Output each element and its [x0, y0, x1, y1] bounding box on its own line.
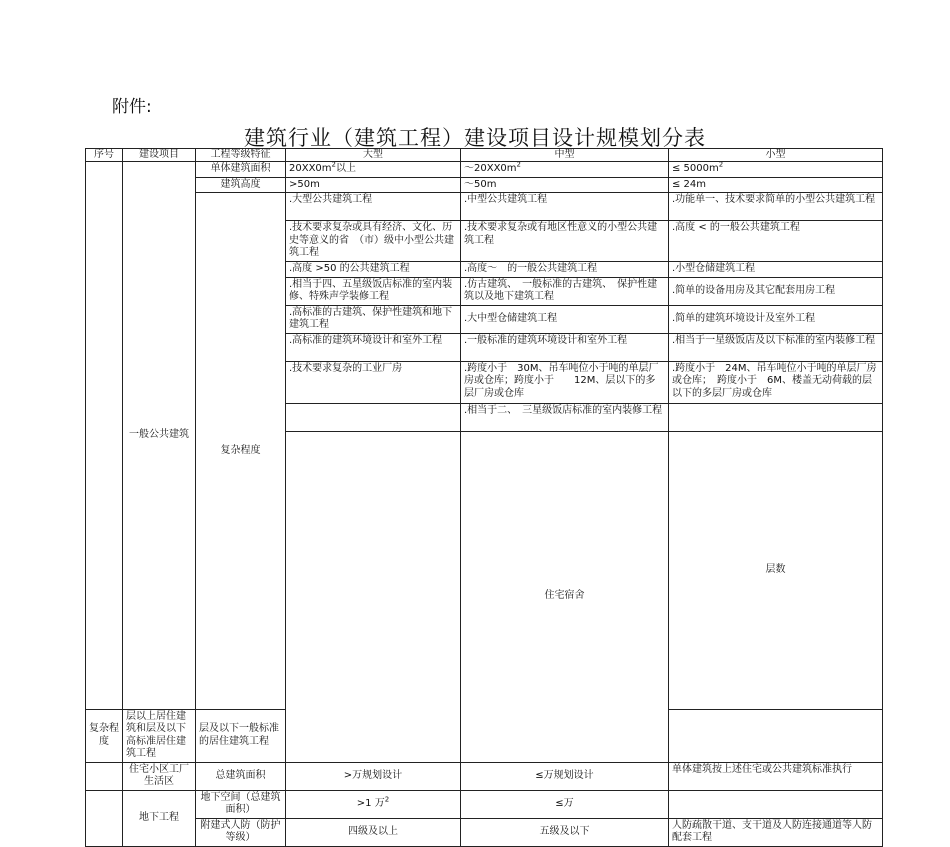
- housing-complexity-small: [669, 709, 883, 762]
- civil-small: 人防疏散干道、支干道及人防连接通道等人防配套工程: [669, 818, 883, 846]
- table-row: [86, 177, 883, 193]
- project-public: 一般公共建筑: [123, 162, 196, 710]
- district-medium: ≤万规划设计: [461, 762, 669, 790]
- document-title: 建筑行业（建筑工程）建设项目设计规模划分表: [244, 126, 706, 150]
- complexity-medium: .一般标准的建筑环境设计和室外工程: [461, 333, 669, 361]
- feature-total-area: 总建筑面积: [196, 762, 286, 790]
- district-large: >万规划设计: [286, 762, 461, 790]
- project-underground: 地下工程: [123, 790, 196, 846]
- feature-area: 单体建筑面积: [196, 162, 286, 178]
- table-header-row: [86, 149, 883, 162]
- header-project: 建设项目: [123, 149, 196, 162]
- header-seq: 序号: [86, 149, 123, 162]
- table-row: [86, 818, 883, 846]
- height-medium: ～50m: [461, 177, 669, 193]
- space-small: [669, 790, 883, 818]
- space-medium: ≤万: [461, 790, 669, 818]
- complexity-medium: .高度～ 的一般公共建筑工程: [461, 262, 669, 278]
- table-row: [86, 193, 883, 221]
- complexity-large: .高标准的建筑环境设计和室外工程: [286, 333, 461, 361]
- complexity-large: .高标准的古建筑、保护性建筑和地下建筑工程: [286, 305, 461, 333]
- project-housing: 住宅宿舍: [461, 431, 669, 762]
- area-small: ≤ $5000m^2$: [669, 162, 883, 178]
- complexity-medium: .相当于二、 三星级饭店标准的室内装修工程: [461, 403, 669, 431]
- table-row: [86, 790, 883, 818]
- civil-medium: 五级及以下: [461, 818, 669, 846]
- seq-cell: [86, 790, 123, 846]
- complexity-small: .相当于一星级饭店及以下标准的室内装修工程: [669, 333, 883, 361]
- complexity-large: .相当于四、五星级饭店标准的室内装修、特殊声学装修工程: [286, 277, 461, 305]
- design-scale-table: [85, 148, 883, 847]
- table-row: [86, 762, 883, 790]
- attachment-label: 附件:: [112, 97, 152, 117]
- complexity-medium: .大中型仓储建筑工程: [461, 305, 669, 333]
- complexity-small: .功能单一、技术要求简单的小型公共建筑工程: [669, 193, 883, 221]
- header-feature: 工程等级特征: [196, 149, 286, 162]
- seq-cell: [286, 431, 461, 762]
- complexity-medium: .技术要求复杂或有地区性意义的小型公共建筑工程: [461, 221, 669, 262]
- space-large: >1 万$^2$: [286, 790, 461, 818]
- complexity-small: .简单的建筑环境设计及室外工程: [669, 305, 883, 333]
- feature-underground-space: 地下空间（总建筑面积）: [196, 790, 286, 818]
- complexity-small: .跨度小于 24M、吊车吨位小于吨的单层厂房或仓库； 跨度小于 6M、楼盖无动荷载的层以下的多层厂房或仓库: [669, 361, 883, 403]
- complexity-small: .简单的设备用房及其它配套用房工程: [669, 277, 883, 305]
- header-medium: 中型: [461, 149, 669, 162]
- complexity-large: .大型公共建筑工程: [286, 193, 461, 221]
- feature-civil-defense: 附建式人防（防护等级）: [196, 818, 286, 846]
- project-district: 住宅小区工厂生活区: [123, 762, 196, 790]
- header-small: 小型: [669, 149, 883, 162]
- complexity-medium: .跨度小于 30M、吊车吨位小于吨的单层厂房或仓库；跨度小于 12M、层以下的多层厂房或仓库: [461, 361, 669, 403]
- height-small: ≤ 24m: [669, 177, 883, 193]
- area-large: $20XX0m^2$以上: [286, 162, 461, 178]
- complexity-large: [286, 403, 461, 431]
- feature-height: 建筑高度: [196, 177, 286, 193]
- complexity-medium: .仿古建筑、 一般标准的古建筑、 保护性建筑以及地下建筑工程: [461, 277, 669, 305]
- area-medium: $\sim 20XX0m^2$: [461, 162, 669, 178]
- complexity-large: .技术要求复杂或具有经济、文化、历史等意义的省 （市）级中小型公共建筑工程: [286, 221, 461, 262]
- seq-cell: [86, 762, 123, 790]
- complexity-small: .高度 < 的一般公共建筑工程: [669, 221, 883, 262]
- height-large: >50m: [286, 177, 461, 193]
- seq-cell: [86, 162, 123, 710]
- housing-complexity-large: 层以上居住建筑和层及以下高标准居住建筑工程: [123, 709, 196, 762]
- civil-large: 四级及以上: [286, 818, 461, 846]
- feature-housing-complexity: 复杂程度: [86, 709, 123, 762]
- table-row: [86, 162, 883, 178]
- header-large: 大型: [286, 149, 461, 162]
- complexity-medium: .中型公共建筑工程: [461, 193, 669, 221]
- feature-complexity: 复杂程度: [196, 193, 286, 710]
- housing-complexity-medium: 层及以下一般标准的居住建筑工程: [196, 709, 286, 762]
- feature-floors: 层数: [669, 431, 883, 709]
- complexity-large: .高度 >50 的公共建筑工程: [286, 262, 461, 278]
- complexity-large: .技术要求复杂的工业厂房: [286, 361, 461, 403]
- complexity-small: .小型仓储建筑工程: [669, 262, 883, 278]
- complexity-small: [669, 403, 883, 431]
- district-small: 单体建筑按上述住宅或公共建筑标准执行: [669, 762, 883, 790]
